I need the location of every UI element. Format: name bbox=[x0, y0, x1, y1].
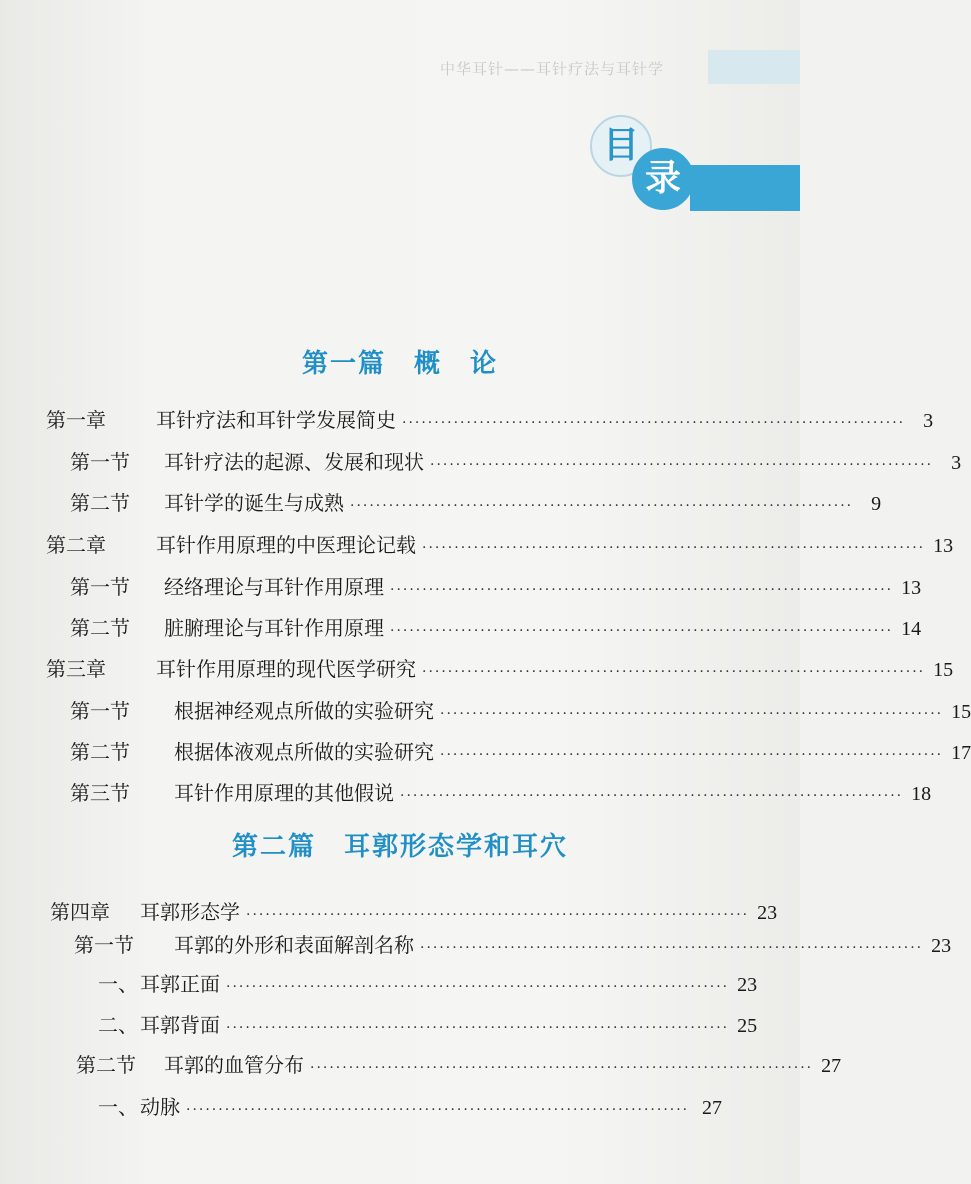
toc-entry-page: 14 bbox=[901, 618, 922, 640]
toc-chapter-row[interactable] bbox=[50, 896, 778, 926]
toc-entry-page: 15 bbox=[933, 659, 954, 681]
dot-leader: ·············································································· bbox=[390, 582, 894, 598]
dot-leader: ·············································································· bbox=[390, 623, 894, 639]
dot-leader: ·············································································· bbox=[310, 1060, 814, 1076]
toc-entry-title: 耳针作用原理的中医理论记载 bbox=[156, 533, 416, 557]
toc-entry-page: 18 bbox=[911, 783, 932, 805]
toc-entry-page: 23 bbox=[931, 935, 952, 957]
toc-section-row[interactable] bbox=[76, 1049, 842, 1079]
toc-chapter-row[interactable] bbox=[46, 653, 954, 683]
title-char-1: 目 bbox=[602, 125, 639, 166]
toc-entry-number: 第一节 bbox=[74, 933, 134, 957]
dot-leader: ·············································································· bbox=[226, 979, 730, 995]
dot-leader: ·············································································· bbox=[440, 706, 944, 722]
toc-entry-title: 动脉 bbox=[140, 1095, 180, 1119]
toc-entry-title: 耳针疗法的起源、发展和现状 bbox=[164, 450, 424, 474]
toc-entry-number: 第二章 bbox=[46, 533, 106, 557]
toc-section-row[interactable] bbox=[70, 487, 882, 517]
title-char-2: 录 bbox=[644, 158, 681, 199]
dot-leader: ·············································································· bbox=[226, 1020, 730, 1036]
toc-entry-number: 第二节 bbox=[70, 740, 130, 764]
toc-section-row[interactable] bbox=[70, 736, 971, 766]
part-heading-1: 第一篇 概 论 bbox=[301, 349, 498, 379]
toc-entry-page: 25 bbox=[737, 1015, 758, 1037]
toc-entry-title: 耳针疗法和耳针学发展简史 bbox=[156, 408, 396, 432]
dot-leader: ·············································································· bbox=[420, 940, 924, 956]
dot-leader: ·············································································· bbox=[440, 747, 944, 763]
dot-leader: ·············································································· bbox=[430, 457, 934, 473]
toc-subsection-row[interactable] bbox=[98, 1091, 722, 1121]
toc-entry-title: 耳郭背面 bbox=[140, 1013, 220, 1037]
dot-leader: ·············································································· bbox=[402, 415, 906, 431]
toc-entry-page: 15 bbox=[951, 701, 971, 723]
contents-title-badge bbox=[590, 115, 710, 215]
toc-section-row[interactable] bbox=[70, 777, 932, 807]
toc-entry-title: 耳郭形态学 bbox=[140, 900, 240, 924]
toc-entry-page: 17 bbox=[951, 742, 971, 764]
toc-entry-page: 3 bbox=[951, 452, 962, 474]
toc-entry-number: 第三节 bbox=[70, 781, 130, 805]
header-tab-decoration bbox=[708, 50, 800, 84]
dot-leader: ·············································································· bbox=[422, 540, 926, 556]
dot-leader: ·············································································· bbox=[186, 1102, 690, 1118]
toc-entry-number: 第二节 bbox=[70, 491, 130, 515]
toc-section-row[interactable] bbox=[70, 446, 962, 476]
toc-entry-page: 13 bbox=[933, 535, 954, 557]
toc-entry-number: 二、 bbox=[98, 1013, 138, 1037]
toc-entry-title: 耳郭的外形和表面解剖名称 bbox=[174, 933, 414, 957]
toc-entry-number: 第三章 bbox=[46, 657, 106, 681]
toc-entry-title: 经络理论与耳针作用原理 bbox=[164, 575, 384, 599]
toc-entry-title: 根据神经观点所做的实验研究 bbox=[174, 699, 434, 723]
toc-entry-number: 一、 bbox=[98, 972, 138, 996]
toc-section-row[interactable] bbox=[70, 695, 971, 725]
toc-entry-page: 23 bbox=[737, 974, 758, 996]
toc-section-row[interactable] bbox=[70, 612, 922, 642]
toc-entry-number: 第一章 bbox=[46, 408, 106, 432]
toc-chapter-row[interactable] bbox=[46, 404, 934, 434]
toc-entry-page: 27 bbox=[702, 1097, 722, 1119]
toc-section-row[interactable] bbox=[70, 571, 922, 601]
part-heading-2: 第二篇 耳郭形态学和耳穴 bbox=[231, 832, 568, 862]
toc-entry-title: 耳郭的血管分布 bbox=[164, 1053, 304, 1077]
toc-entry-title: 耳郭正面 bbox=[140, 972, 220, 996]
toc-entry-number: 第一节 bbox=[70, 575, 130, 599]
dot-leader: ·············································································· bbox=[246, 907, 750, 923]
toc-entry-page: 3 bbox=[923, 410, 934, 432]
dot-leader: ·············································································· bbox=[422, 664, 926, 680]
toc-entry-title: 耳针作用原理的现代医学研究 bbox=[156, 657, 416, 681]
toc-entry-number: 第二节 bbox=[76, 1053, 136, 1077]
toc-entry-title: 耳针作用原理的其他假说 bbox=[174, 781, 394, 805]
toc-entry-title: 耳针学的诞生与成熟 bbox=[164, 491, 344, 515]
toc-entry-page: 27 bbox=[821, 1055, 842, 1077]
toc-entry-title: 脏腑理论与耳针作用原理 bbox=[164, 616, 384, 640]
toc-entry-number: 第一节 bbox=[70, 699, 130, 723]
dot-leader: ·············································································· bbox=[350, 498, 854, 514]
toc-entry-page: 9 bbox=[871, 493, 882, 515]
toc-entry-page: 13 bbox=[901, 577, 922, 599]
running-header bbox=[440, 50, 800, 84]
toc-entry-page: 23 bbox=[757, 902, 778, 924]
toc-entry-number: 第二节 bbox=[70, 616, 130, 640]
toc-entry-title: 根据体液观点所做的实验研究 bbox=[174, 740, 434, 764]
toc-entry-number: 第一节 bbox=[70, 450, 130, 474]
toc-subsection-row[interactable] bbox=[98, 968, 758, 998]
toc-chapter-row[interactable] bbox=[46, 529, 954, 559]
dot-leader: ·············································································· bbox=[400, 788, 904, 804]
toc-entry-number: 第四章 bbox=[50, 900, 110, 924]
toc-entry-number: 一、 bbox=[98, 1095, 138, 1119]
toc-subsection-row[interactable] bbox=[98, 1009, 758, 1039]
running-title: 中华耳针——耳针疗法与耳针学 bbox=[440, 60, 665, 78]
toc-section-row[interactable] bbox=[74, 929, 952, 959]
